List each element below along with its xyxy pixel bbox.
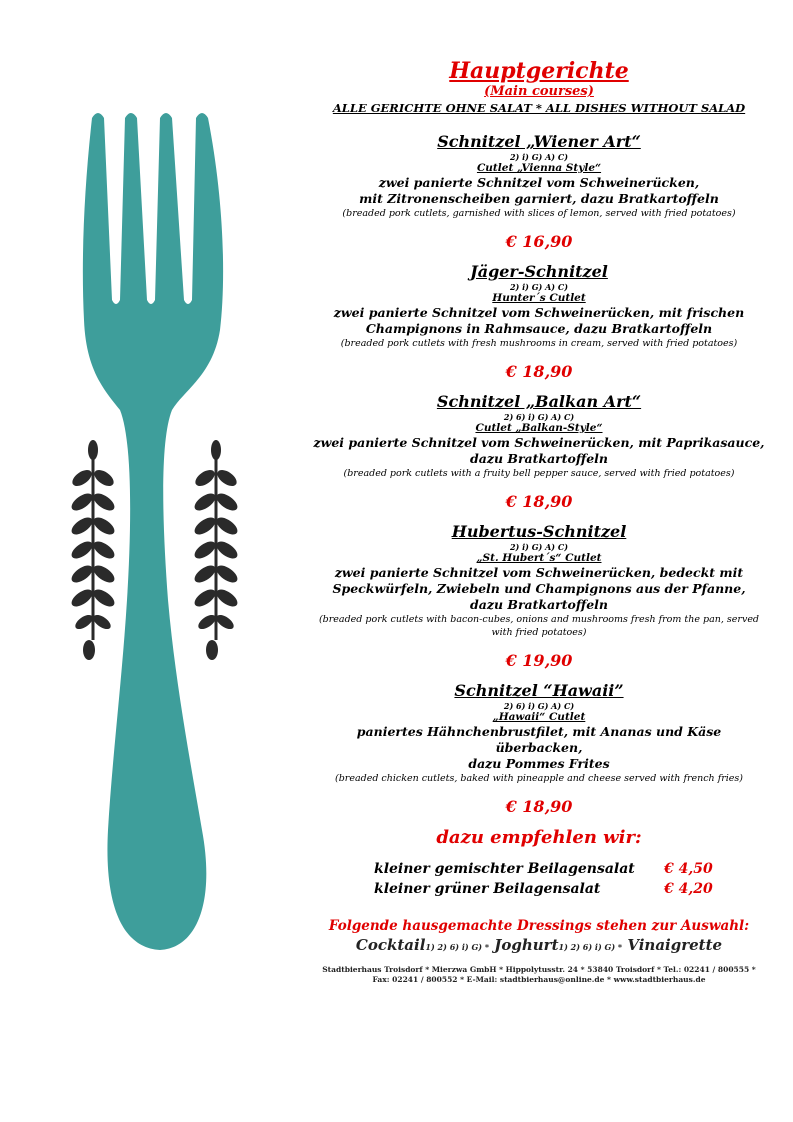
footer [312, 965, 766, 985]
side-list [312, 859, 766, 899]
side-price: € 4,20 [664, 881, 713, 897]
dressing-name: Vinaigrette [627, 936, 723, 954]
side-price: € 4,50 [664, 861, 713, 877]
salad-note: ALLE GERICHTE OHNE SALAT * ALL DISHES WITHOUT SALAD [332, 101, 746, 115]
dish-name-english: Cutlet „Balkan-Style“ [475, 422, 603, 434]
laurel-branch-icon [192, 440, 241, 660]
dish-description: zwei panierte Schnitzel vom Schweinerücken, mit frischen Champignons in Rahmsauce, dazu Bratkartoffeln [333, 305, 745, 336]
dish-item [312, 132, 766, 252]
dish-name-english: Cutlet „Vienna Style“ [476, 162, 602, 174]
dressing-allergens: 1) 2) 6) i) G) * [425, 942, 490, 952]
dish-price: € 18,90 [505, 492, 573, 511]
menu-page [312, 58, 766, 985]
page-title: Hauptgerichte [449, 58, 629, 84]
dish-description: zwei panierte Schnitzel vom Schweinerücken, mit Paprikasauce, dazu Bratkartoffeln [313, 435, 765, 466]
dish-translation: (breaded pork cutlets with a fruity bell pepper sauce, served with fried potatoes) [343, 468, 735, 479]
side-name: kleiner grüner Beilagensalat [374, 881, 601, 897]
dish-price: € 18,90 [505, 797, 573, 816]
footer-address: Stadtbierhaus Troisdorf * Mierzwa GmbH * Hippolytusstr. 24 * 53840 Troisdorf * Tel.: 02241 / 800555 * [322, 965, 756, 974]
dressing-name: Cocktail [355, 936, 426, 954]
dish-description: zwei panierte Schnitzel vom Schweinerücken, mit Zitronenscheiben garniert, dazu Bratkartoffeln [359, 175, 719, 206]
dish-allergens: 2) 6) i) G) A) C) [503, 412, 575, 422]
dressings-list [312, 935, 766, 957]
dish-item [312, 262, 766, 382]
dish-price: € 18,90 [505, 362, 573, 381]
dish-translation: (breaded pork cutlets, garnished with slices of lemon, served with fried potatoes) [342, 208, 736, 219]
dish-translation: (breaded pork cutlets with fresh mushrooms in cream, served with fried potatoes) [340, 338, 738, 349]
side-item [374, 859, 766, 879]
dish-name-english: „St. Hubert´s“ Cutlet [476, 552, 602, 564]
laurel-branch-icon [69, 440, 118, 660]
dish-description: paniertes Hähnchenbrustfilet, mit Ananas und Käse überbacken, dazu Pommes Frites [356, 724, 722, 771]
footer-contact: Fax: 02241 / 800552 * E-Mail: stadtbierhaus@online.de * www.stadtbierhaus.de [372, 975, 706, 984]
recommend-title: dazu empfehlen wir: [436, 827, 642, 848]
dish-name: Hubertus-Schnitzel [451, 522, 627, 541]
dish-item [312, 681, 766, 817]
dish-name: Schnitzel „Wiener Art“ [437, 132, 641, 151]
side-item [374, 879, 766, 899]
dish-allergens: 2) i) G) A) C) [509, 542, 569, 552]
dish-price: € 16,90 [505, 232, 573, 251]
fork-illustration [0, 0, 300, 1122]
dish-allergens: 2) 6) i) G) A) C) [503, 701, 575, 711]
dressings-title: Folgende hausgemachte Dressings stehen zur Auswahl: [328, 918, 750, 934]
dish-allergens: 2) i) G) A) C) [509, 152, 569, 162]
dressing-name: Joghurt [494, 936, 559, 954]
dish-name-english: „Hawaii“ Cutlet [492, 711, 586, 723]
dish-translation: (breaded chicken cutlets, baked with pineapple and cheese served with french fries) [335, 773, 743, 784]
dish-translation: (breaded pork cutlets with bacon-cubes, onions and mushrooms fresh from the pan, served with fried potatoes) [318, 614, 760, 638]
side-name: kleiner gemischter Beilagensalat [374, 861, 635, 877]
dish-name: Jäger-Schnitzel [470, 262, 608, 281]
dish-allergens: 2) i) G) A) C) [509, 282, 569, 292]
dish-description: zwei panierte Schnitzel vom Schweinerücken, bedeckt mit Speckwürfeln, Zwiebeln und Champignons aus der Pfanne, dazu Bratkartoffeln [332, 565, 746, 612]
dish-item [312, 522, 766, 671]
dish-item [312, 392, 766, 512]
dish-name-english: Hunter´s Cutlet [492, 292, 586, 304]
dish-price: € 19,90 [505, 651, 573, 670]
page-subtitle: (Main courses) [484, 84, 594, 99]
dish-name: Schnitzel „Balkan Art“ [436, 392, 642, 411]
dressing-allergens: 1) 2) 6) i) G) * [558, 942, 623, 952]
dish-name: Schnitzel “Hawaii” [454, 681, 624, 700]
